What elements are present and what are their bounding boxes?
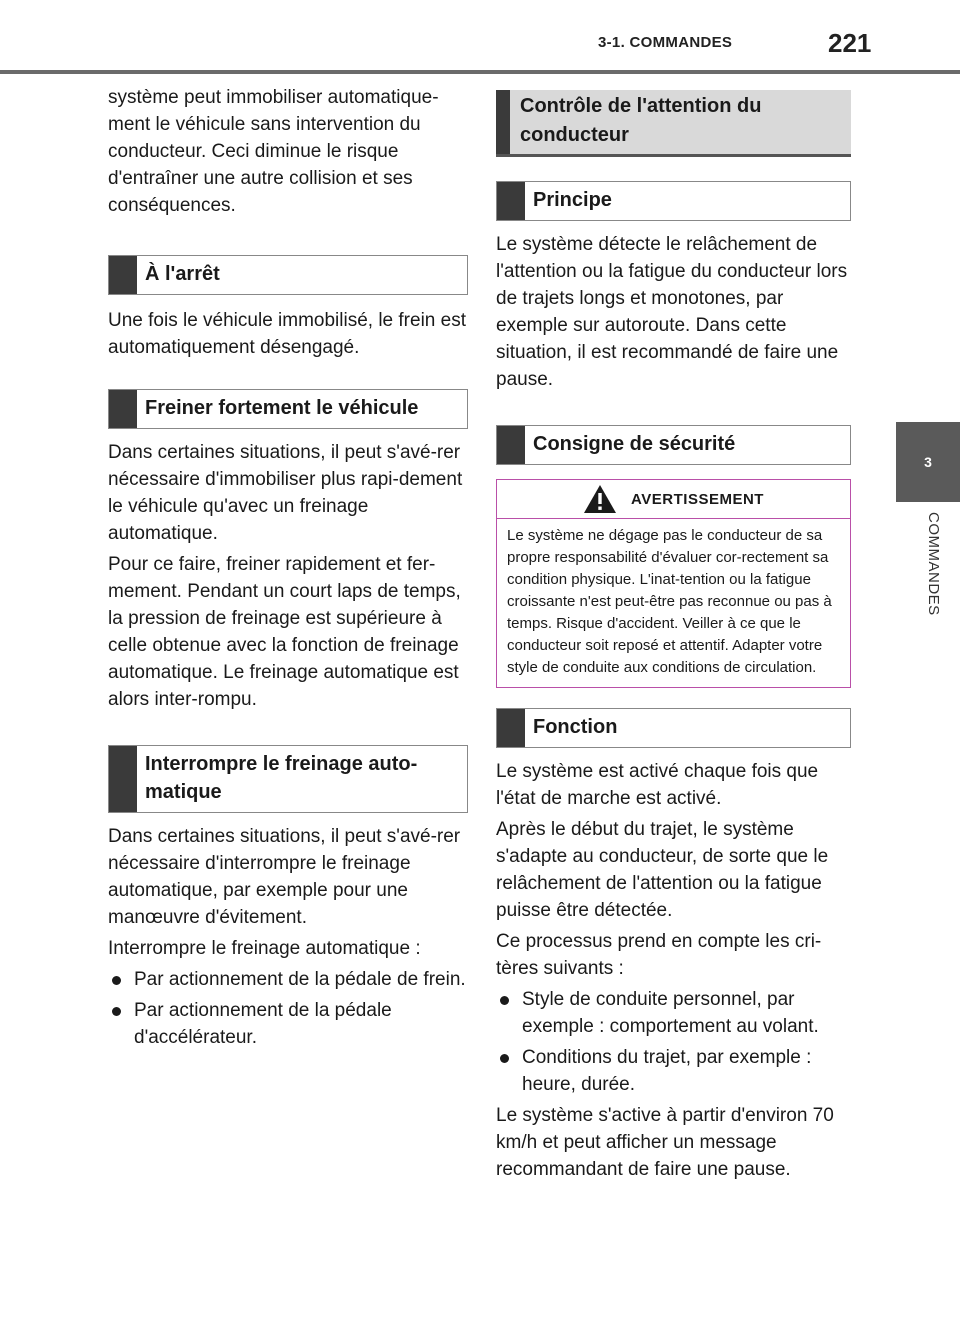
heading-title: Interrompre le freinage auto-matique bbox=[145, 753, 418, 803]
warning-triangle-icon bbox=[583, 484, 617, 514]
freiner-paragraph-2: Pour ce faire, freiner rapidement et fer-mement. Pendant un court laps de temps, la pression de freinage est supérieure à celle obtenue avec la fonction de freinage automatique. Le freinage automatique est alors inter-rompu. bbox=[108, 554, 461, 710]
section-heading-interrompre bbox=[108, 745, 468, 813]
header-divider bbox=[0, 70, 960, 74]
section-heading-arret bbox=[108, 255, 468, 295]
list-item: Par actionnement de la pédale de frein. bbox=[108, 966, 468, 993]
chapter-tab-label: COMMANDES bbox=[925, 512, 942, 616]
warning-title: AVERTISSEMENT bbox=[631, 490, 764, 508]
section-heading-principe bbox=[496, 181, 851, 221]
freiner-paragraph-1: Dans certaines situations, il peut s'avé-rer nécessaire d'immobiliser plus rapi-dement le véhicule qu'avec un freinage automatique. bbox=[108, 442, 463, 544]
list-item: Style de conduite personnel, par exemple : comportement au volant. bbox=[496, 986, 851, 1040]
arret-paragraph: Une fois le véhicule immobilisé, le frein est automatiquement désengagé. bbox=[108, 310, 466, 358]
list-item: Conditions du trajet, par exemple : heure, durée. bbox=[496, 1044, 851, 1098]
fonction-paragraph-2: Après le début du trajet, le système s'adapte au conducteur, de sorte que le relâchement de l'attention ou la fatigue puisse être détectée. bbox=[496, 819, 829, 921]
heading-title: Consigne de sécurité bbox=[533, 433, 736, 455]
heading-bar bbox=[497, 182, 525, 220]
bullet-icon bbox=[112, 976, 121, 985]
warning-header bbox=[497, 480, 850, 519]
principe-paragraph: Le système détecte le relâchement de l'attention ou la fatigue du conducteur lors de trajets longs et monotones, par exemple sur autoroute. Dans cette situation, il est recommandé de faire une pause. bbox=[496, 234, 848, 390]
section-title: 3-1. COMMANDES bbox=[598, 34, 733, 51]
page-number: 221 bbox=[828, 28, 872, 58]
warning-text: Le système ne dégage pas le conducteur de sa propre responsabilité d'évaluer cor-rectement sa condition physique. L'inat-tention ou la fatigue croissante n'est peut-être pas reconnue ou pas à temps. Risque d'accident. Veiller à ce que le conducteur soit reposé et attentif. Adapter votre style de conduite aux conditions de circulation. bbox=[507, 527, 832, 676]
heading-title: Principe bbox=[533, 189, 612, 211]
heading-title: Freiner fortement le véhicule bbox=[145, 397, 419, 419]
heading-bar bbox=[497, 426, 525, 464]
heading-bar bbox=[109, 746, 137, 812]
section-heading-fonction bbox=[496, 708, 851, 748]
fonction-bullet-list bbox=[496, 986, 851, 1098]
bullet-icon bbox=[500, 1054, 509, 1063]
left-column bbox=[108, 84, 468, 1055]
warning-box bbox=[496, 479, 851, 688]
fonction-paragraph-4: Le système s'active à partir d'environ 70 km/h et peut afficher un message recommandant de faire une pause. bbox=[496, 1105, 834, 1180]
fonction-paragraph-3: Ce processus prend en compte les cri-tères suivants : bbox=[496, 931, 822, 979]
bullet-icon bbox=[500, 996, 509, 1005]
section-heading-freiner bbox=[108, 389, 468, 429]
heading-title: À l'arrêt bbox=[145, 263, 220, 285]
right-column bbox=[496, 90, 851, 1183]
interrompre-paragraph-2: Interrompre le freinage automatique : bbox=[108, 938, 421, 959]
interrompre-paragraph-1: Dans certaines situations, il peut s'avé-rer nécessaire d'interrompre le freinage automatique, par exemple pour une manœuvre d'évitement. bbox=[108, 826, 461, 928]
bullet-icon bbox=[112, 1007, 121, 1016]
intro-paragraph: système peut immobiliser automatique-ment le véhicule sans intervention du conducteur. Ceci diminue le risque d'entraîner une autre collision et ses conséquences. bbox=[108, 87, 439, 216]
list-item: Par actionnement de la pédale d'accélérateur. bbox=[108, 997, 468, 1051]
section-heading-consigne bbox=[496, 425, 851, 465]
interrompre-bullet-list bbox=[108, 966, 468, 1051]
heading-title: Fonction bbox=[533, 716, 618, 738]
fonction-paragraph-1: Le système est activé chaque fois que l'état de marche est activé. bbox=[496, 761, 819, 809]
heading-bar bbox=[497, 709, 525, 747]
chapter-heading-controle bbox=[496, 90, 851, 157]
chapter-tab-number: 3 bbox=[896, 422, 960, 502]
heading-bar bbox=[109, 390, 137, 428]
heading-title: Contrôle de l'attention du conducteur bbox=[520, 95, 762, 146]
heading-bar bbox=[496, 90, 510, 154]
heading-bar bbox=[109, 256, 137, 294]
